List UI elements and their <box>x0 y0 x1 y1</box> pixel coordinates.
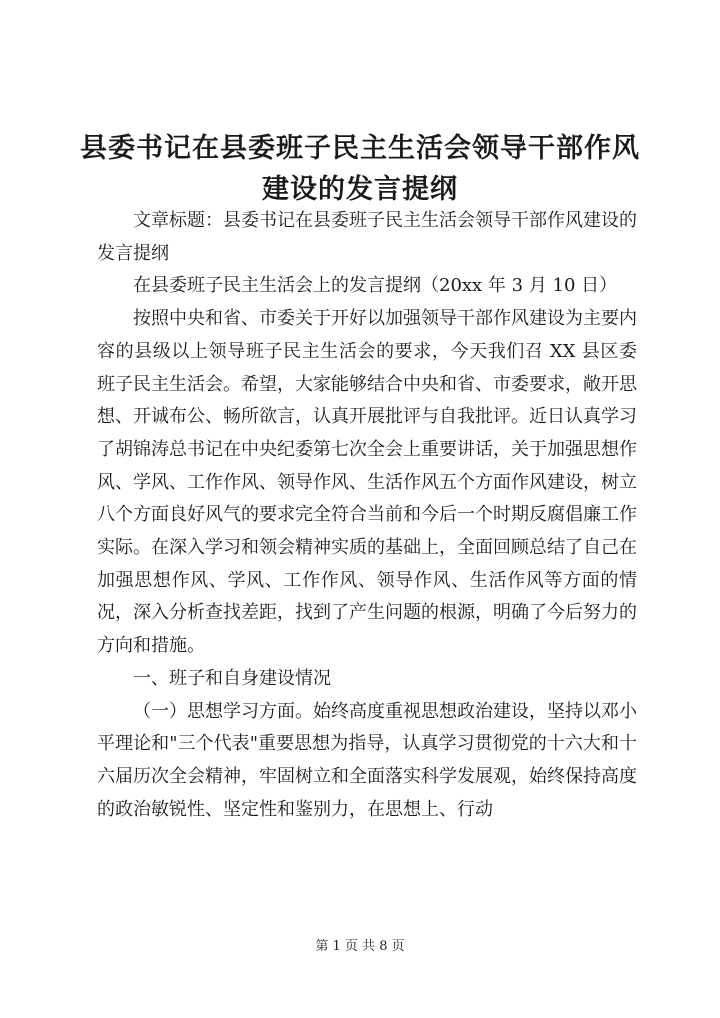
paragraph-article-title: 文章标题：县委书记在县委班子民主生活会领导干部作风建设的发言提纲 <box>97 210 637 264</box>
paragraph-ideology-study: （一）思想学习方面。始终高度重视思想政治建设，坚持以邓小平理论和"三个代表"重要思想为指导，认真学习贯彻党的十六大和十六届历次全会精神，牢固树立和全面落实科学发展观，始终保持高度的政治敏锐性、坚定性和鉴别力，在思想上、行动 <box>97 700 637 820</box>
section-heading-1: 一、班子和自身建设情况 <box>133 667 331 689</box>
paragraph-introduction: 按照中央和省、市委关于开好以加强领导干部作风建设为主要内容的县级以上领导班子民主生活会的要求，今天我们召 XX 县区委班子民主生活会。希望，大家能够结合中央和省、市委要求，敞开思想、开诚布公、畅所欲言，认真开展批评与自我批评。近日认真学习了胡锦涛总书记在中央纪委第七次全会上重要讲话，关于加强思想作风、学风、工作作风、领导作风、生活作风五个方面作风建设，树立八个方面良好风气的要求完全符合当前和今后一个时期反腐倡廉工作实际。在深入学习和领会精神实质的基础上，全面回顾总结了自己在加强思想作风、学风、工作作风、领导作风、生活作风等方面的情况，深入分析查找差距，找到了产生问题的根源，明确了今后努力的方向和措施。 <box>97 308 637 657</box>
document-title: 县委书记在县委班子民主生活会领导干部作风建设的发言提纲 <box>80 133 640 205</box>
paragraph-outline-heading: 在县委班子民主生活会上的发言提纲（20xx 年 3 月 10 日） <box>133 275 618 297</box>
page-footer: 第 1 页 共 8 页 <box>315 939 405 954</box>
document-body <box>97 205 637 826</box>
